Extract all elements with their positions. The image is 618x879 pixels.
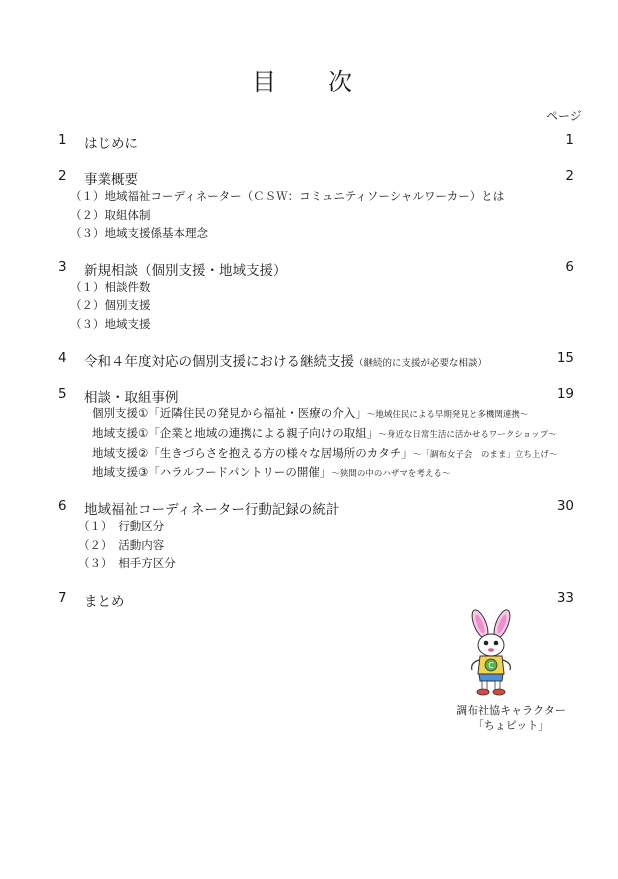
toc-case[interactable] [92,425,557,441]
mascot-caption [452,703,570,733]
section-page: 19 [556,386,574,402]
toc-subsection[interactable]: （１） 行動区分 [78,519,165,533]
toc-case[interactable] [92,445,557,461]
section-page: 30 [556,498,574,514]
page-title: 目 次 [252,68,366,96]
section-title: まとめ [84,594,125,610]
section-number: 7 [58,590,67,606]
page-column-label: ページ [546,109,582,123]
section-page: 1 [565,132,574,148]
toc-subsection[interactable]: （１）地域福祉コーディネーター（ＣＳＷ：コミュニティソーシャルワーカー）とは [70,189,505,203]
section-number: 3 [58,259,67,275]
section-title: 地域福祉コーディネーター行動記録の統計 [84,502,340,518]
mascot-caption-line2: 「ちょピット」 [472,719,550,732]
case-note: ～地域住民による早期発見と多機関連携～ [366,410,529,420]
section-page: 33 [556,590,574,606]
case-label: 地域支援②「生きづらさを抱える方の様々な居場所のカタチ」 [92,446,413,460]
case-label: 地域支援③「ハラルフードパントリーの開催」 [92,465,332,479]
section-title: 相談・取組事例 [84,390,179,406]
section-number: 2 [58,168,67,184]
toc-section-5[interactable] [58,386,578,406]
mascot-caption-line1: 調布社協キャラクター [456,704,566,717]
toc-subsection[interactable]: （３）地域支援 [70,317,151,331]
section-title [84,350,487,370]
toc-case[interactable] [92,464,450,480]
section-number: 1 [58,132,67,148]
toc-section-2[interactable] [58,168,578,188]
section-number: 4 [58,350,67,366]
toc-section-6[interactable] [58,498,578,518]
section-title-text: 令和４年度対応の個別支援における継続支援 [84,354,354,370]
case-label: 地域支援①「企業と地域の連携による親子向けの取組」 [92,426,379,440]
section-page: 6 [565,259,574,275]
section-title: 事業概要 [84,172,138,188]
toc-section-1[interactable] [58,132,578,152]
mascot-image [458,608,522,698]
case-note: ～「調布女子会 のまま」立ち上げ～ [412,450,558,460]
svg-text:C: C [488,661,494,670]
toc-subsection[interactable]: （２） 活動内容 [78,538,165,552]
section-page: 15 [556,350,574,366]
toc-subsection[interactable]: （２）取組体制 [70,208,151,222]
toc-subsection[interactable]: （２）個別支援 [70,298,151,312]
toc-section-7[interactable] [58,590,578,610]
section-page: 2 [565,168,574,184]
section-title: 新規相談（個別支援・地域支援） [84,263,287,279]
toc-case[interactable] [92,405,528,421]
section-title: はじめに [84,136,138,152]
toc-section-4[interactable] [58,350,578,370]
toc-subsection[interactable]: （３） 相手方区分 [78,556,176,570]
toc-section-3[interactable] [58,259,578,279]
section-number: 5 [58,386,67,402]
section-title-note: （継続的に支援が必要な相談） [354,358,488,369]
toc-subsection[interactable]: （３）地域支援係基本理念 [70,226,208,240]
case-label: 個別支援①「近隣住民の発見から福祉・医療の介入」 [92,406,367,420]
toc-subsection[interactable]: （１）相談件数 [70,280,151,294]
case-note: ～身近な日常生活に活かせるワークショップ～ [378,430,557,440]
section-number: 6 [58,498,67,514]
case-note: ～狭間の中のハザマを考える～ [331,469,451,479]
